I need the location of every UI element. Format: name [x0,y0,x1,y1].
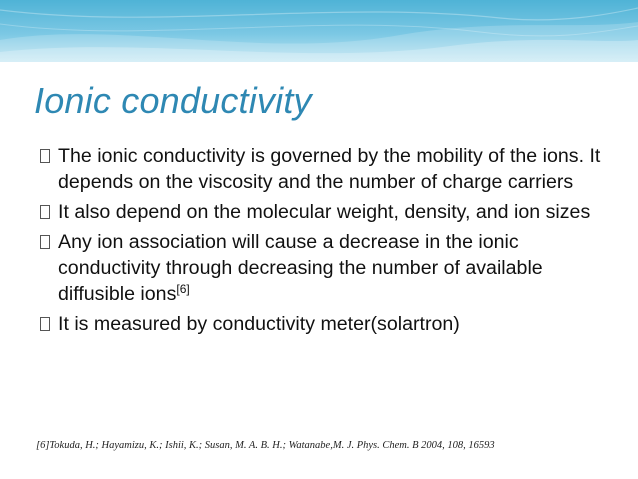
reference-footnote: [6]Tokuda, H.; Hayamizu, K.; Ishii, K.; Susan, M. A. B. H.; Watanabe,M. J. Phys. Chem. B 2004, 108, 16593 [36,440,495,451]
citation-superscript: [6] [176,282,190,296]
bullet-item [36,229,611,307]
bullet-list [36,143,611,341]
bullet-item [36,199,611,225]
bullet-text: It also depend on the molecular weight, density, and ion sizes [58,201,591,223]
square-bullet-icon [40,149,50,163]
bullet-item [36,311,611,337]
square-bullet-icon [40,317,50,331]
banner-wave-decoration [0,0,638,62]
bullet-text: It is measured by conductivity meter(solartron) [58,313,460,335]
bullet-text: The ionic conductivity is governed by the mobility of the ions. It depends on the viscosity and the number of charge carriers [58,145,601,193]
header-banner [0,0,638,62]
square-bullet-icon [40,235,50,249]
slide-title: Ionic conductivity [34,80,312,121]
bullet-text: Any ion association will cause a decrease in the ionic conductivity through decreasing the number of available diffusible ions [58,231,543,305]
bullet-item [36,143,611,195]
square-bullet-icon [40,205,50,219]
